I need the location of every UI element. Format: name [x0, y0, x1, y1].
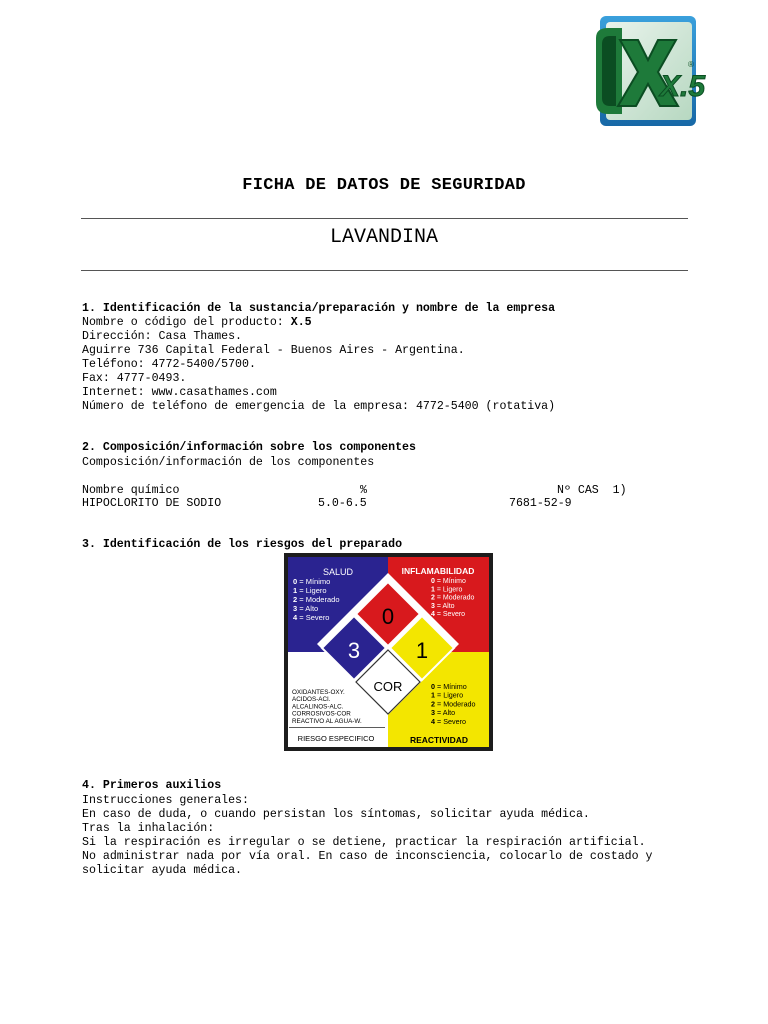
nfpa-diamond-graphic: [284, 553, 493, 751]
scale-entry: 1 = Ligero: [431, 690, 464, 700]
section2-subheading: Composición/información de los componentes: [82, 456, 375, 469]
special-code: OXIDANTES-OXY.: [292, 689, 345, 696]
table-header-cas: Nº CAS 1): [557, 484, 627, 497]
product-name-value: X.5: [290, 316, 312, 329]
x5-logo: [592, 14, 706, 128]
phone-line: Teléfono: 4772-5400/5700.: [82, 358, 256, 371]
emergency-line: Número de teléfono de emergencia de la empresa: 4772-5400 (rotativa): [82, 400, 556, 413]
special-title-divider: [289, 727, 385, 728]
flammability-value: 0: [381, 604, 395, 629]
scale-entry: 3 = Alto: [431, 708, 456, 718]
health-value: 3: [347, 638, 361, 663]
scale-entry: 4 = Severo: [431, 716, 466, 726]
section3-heading: 3. Identificación de los riesgos del preparado: [82, 538, 403, 551]
reactivity-value: 1: [415, 638, 429, 663]
first-aid-line: solicitar ayuda médica.: [82, 864, 243, 877]
registered-mark: ®: [688, 60, 694, 69]
street-line: Aguirre 736 Capital Federal - Buenos Aires - Argentina.: [82, 344, 465, 357]
logo-text: X.5: [660, 70, 706, 103]
internet-line[interactable]: Internet: www.casathames.com: [82, 386, 277, 399]
first-aid-line: En caso de duda, o cuando persistan los síntomas, solicitar ayuda médica.: [82, 808, 590, 821]
scale-entry: 1 = Ligero: [431, 586, 463, 594]
table-header-percent: %: [360, 484, 367, 497]
document-title: FICHA DE DATOS DE SEGURIDAD: [242, 176, 526, 195]
product-title: LAVANDINA: [329, 226, 439, 249]
scale-entry: 3 = Alto: [293, 604, 319, 613]
special-code: REACTIVO AL AGUA-W.: [292, 717, 362, 725]
special-title: RIESGO ESPECIFICO: [297, 734, 375, 743]
fax-line: Fax: 4777-0493.: [82, 372, 187, 385]
table-cell-percent: 5.0-6.5: [318, 497, 367, 510]
table-header-name: Nombre químico: [82, 484, 180, 497]
scale-entry: 4 = Severo: [293, 613, 330, 622]
divider-bottom: [81, 270, 688, 271]
product-name-label: Nombre o código del producto:: [82, 316, 291, 329]
scale-entry: 2 = Moderado: [431, 699, 476, 709]
special-code: ALCALINOS-ALC.: [292, 703, 344, 711]
section4-heading: 4. Primeros auxilios: [82, 779, 222, 792]
section2-heading: 2. Composición/información sobre los componentes: [82, 441, 416, 454]
scale-entry: 0 = Mínimo: [431, 578, 466, 585]
divider-top: [81, 218, 688, 219]
section1-heading: 1. Identificación de la sustancia/preparación y nombre de la empresa: [82, 302, 556, 315]
table-cell-name: HIPOCLORITO DE SODIO: [82, 497, 222, 510]
health-title: SALUD: [322, 567, 354, 577]
first-aid-line: Si la respiración es irregular o se detiene, practicar la respiración artificial.: [82, 836, 646, 849]
scale-entry: 4 = Severo: [431, 611, 466, 619]
first-aid-line: Instrucciones generales:: [82, 794, 249, 807]
scale-entry: 0 = Mínimo: [293, 577, 331, 586]
scale-entry: 1 = Ligero: [293, 586, 327, 595]
flammability-title: INFLAMABILIDAD: [401, 566, 475, 576]
address-line: Dirección: Casa Thames.: [82, 330, 243, 343]
scale-entry: 3 = Alto: [431, 602, 455, 610]
scale-entry: 0 = Mínimo: [431, 682, 467, 691]
special-code: CORROSIVOS-COR: [292, 710, 351, 718]
special-code: ACIDOS-ACI.: [292, 696, 331, 704]
nfpa-diamond-chart: [284, 553, 493, 751]
product-name-line: [82, 316, 312, 330]
scale-entry: 2 = Moderado: [431, 594, 475, 602]
special-value: COR: [373, 679, 403, 694]
table-cell-cas: 7681-52-9: [509, 497, 572, 510]
first-aid-line: No administrar nada por vía oral. En caso de inconsciencia, colocarlo de costado y: [82, 850, 653, 863]
scale-entry: 2 = Moderado: [293, 595, 340, 604]
reactivity-title: REACTIVIDAD: [409, 735, 469, 745]
first-aid-line: Tras la inhalación:: [82, 822, 215, 835]
